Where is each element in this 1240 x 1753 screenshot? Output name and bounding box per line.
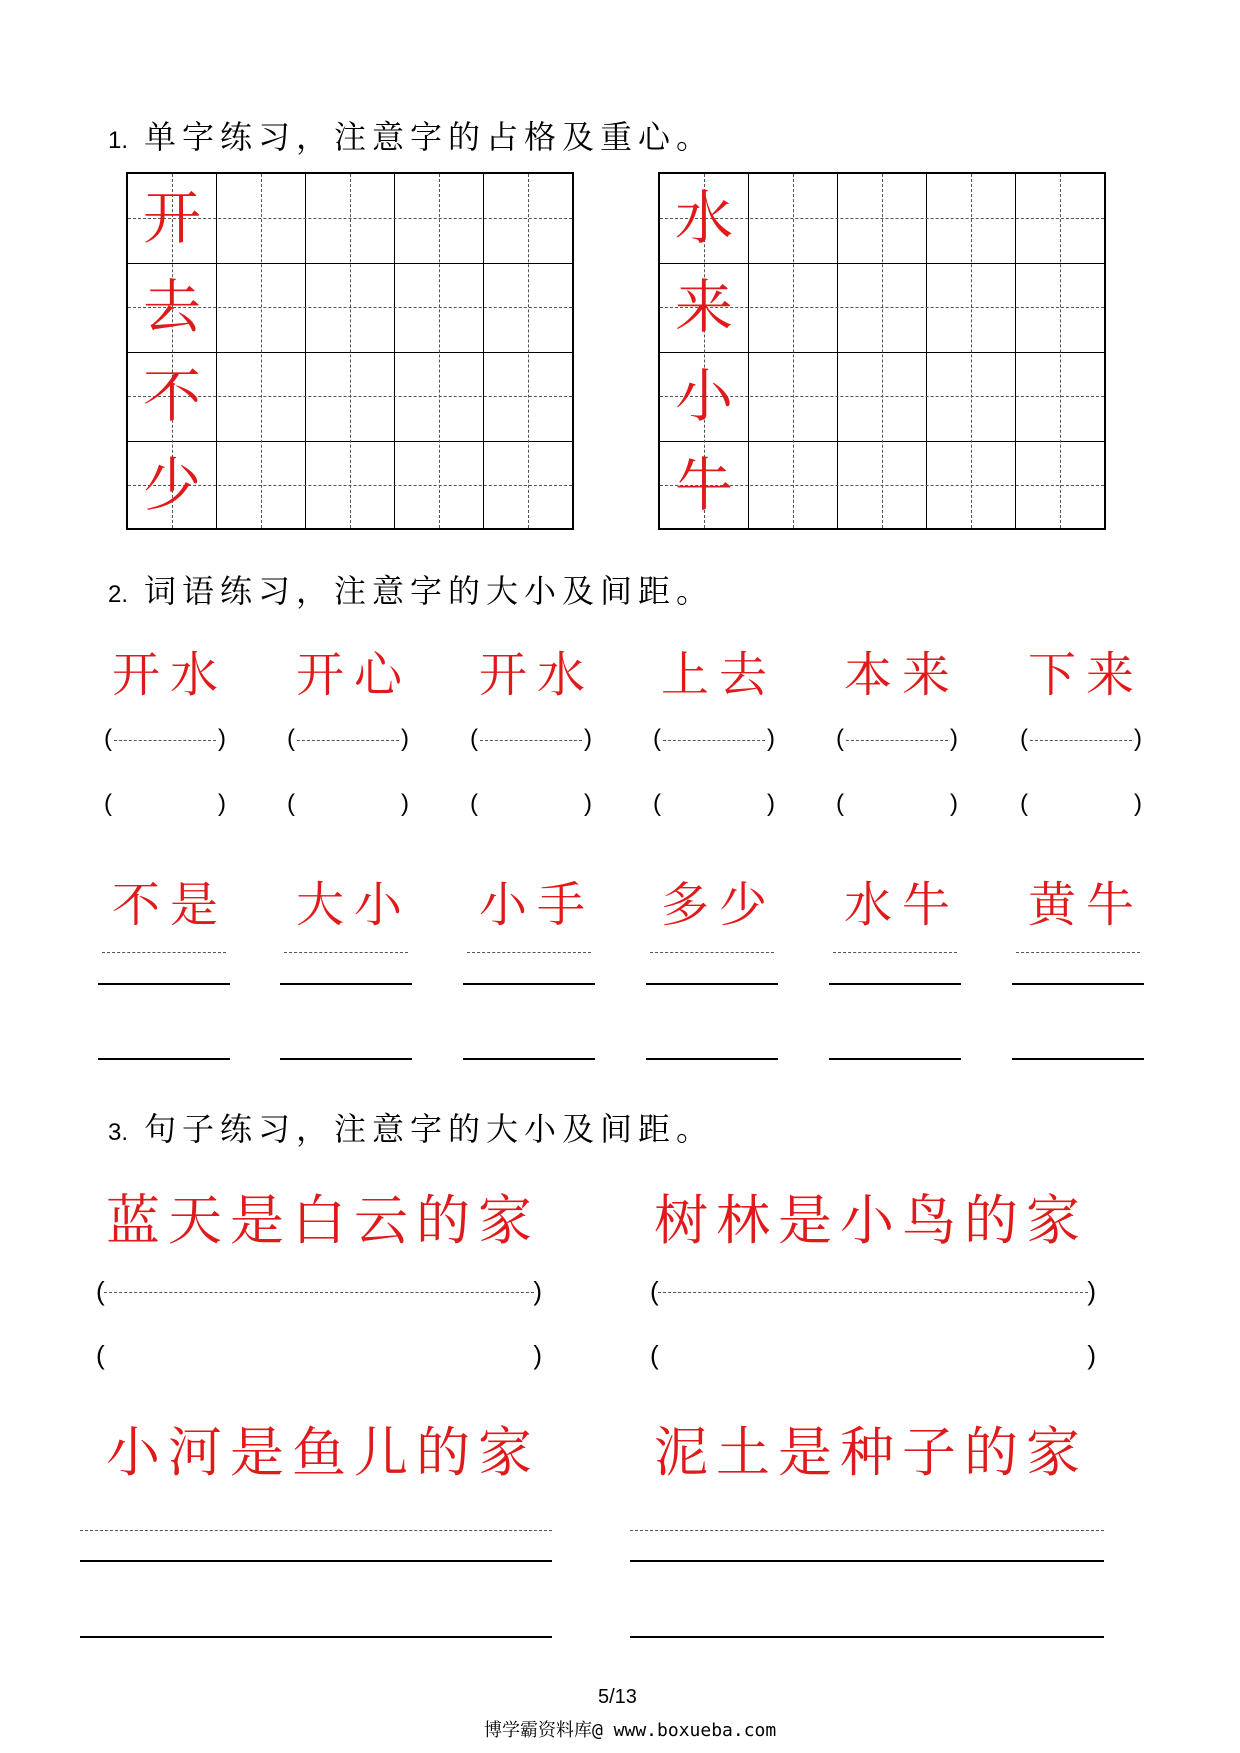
tianzige-grid-left — [126, 172, 574, 530]
word-writing-box[interactable]: ( ) — [470, 790, 592, 817]
model-char: 来 — [674, 273, 733, 341]
writing-line[interactable] — [463, 1058, 595, 1060]
pinyin-writing-box[interactable]: ( ) — [287, 725, 409, 752]
sentence-writing-box[interactable]: ( ) — [96, 1340, 542, 1370]
model-char: 不 — [142, 362, 201, 430]
writing-guide-dashed — [80, 1530, 552, 1531]
section2-heading — [108, 566, 714, 612]
model-word: 开水 — [479, 647, 596, 703]
section3-heading — [108, 1104, 714, 1150]
writing-line[interactable] — [98, 983, 230, 985]
writing-line[interactable] — [80, 1560, 552, 1562]
model-word: 不是 — [112, 877, 229, 933]
section1-number: 1. — [108, 127, 129, 154]
model-word: 黄牛 — [1028, 877, 1145, 933]
page-number: 5/13 — [598, 1686, 637, 1708]
model-word: 多少 — [661, 877, 778, 933]
writing-line[interactable] — [1012, 1058, 1144, 1060]
writing-guide-dashed — [650, 952, 774, 953]
writing-line[interactable] — [829, 1058, 961, 1060]
source-footer: 博学霸资料库@ www.boxueba.com — [484, 1720, 777, 1741]
pinyin-writing-box[interactable]: ( ) — [96, 1276, 542, 1306]
writing-line[interactable] — [280, 983, 412, 985]
model-word: 上去 — [661, 647, 778, 703]
writing-guide-dashed — [833, 952, 957, 953]
writing-guide-dashed — [1016, 952, 1140, 953]
model-char: 牛 — [674, 451, 733, 519]
model-word: 大小 — [296, 877, 413, 933]
word-writing-box[interactable]: ( ) — [104, 790, 226, 817]
model-char: 开 — [142, 184, 201, 252]
section2-title: 词语练习，注意字的大小及间距。 — [144, 572, 715, 610]
model-word: 水牛 — [844, 877, 961, 933]
section1-title: 单字练习，注意字的占格及重心。 — [144, 118, 715, 156]
tianzige-grid-right — [658, 172, 1106, 530]
section2-number: 2. — [108, 581, 129, 608]
model-char: 少 — [142, 451, 201, 519]
section3-number: 3. — [108, 1119, 129, 1146]
model-word: 开水 — [112, 647, 229, 703]
writing-line[interactable] — [630, 1560, 1104, 1562]
word-writing-box[interactable]: ( ) — [836, 790, 958, 817]
pinyin-writing-box[interactable]: ( ) — [650, 1276, 1096, 1306]
model-word: 开心 — [296, 647, 413, 703]
pinyin-writing-box[interactable]: ( ) — [104, 725, 226, 752]
writing-guide-dashed — [102, 952, 226, 953]
sentence-writing-box[interactable]: ( ) — [650, 1340, 1096, 1370]
model-sentence: 蓝天是白云的家 — [106, 1189, 540, 1252]
model-char: 水 — [674, 184, 733, 252]
section3-title: 句子练习，注意字的大小及间距。 — [144, 1110, 715, 1148]
model-char: 去 — [142, 273, 201, 341]
writing-line[interactable] — [80, 1636, 552, 1638]
writing-guide-dashed — [630, 1530, 1104, 1531]
writing-line[interactable] — [646, 983, 778, 985]
section1-heading — [108, 112, 714, 158]
model-char: 小 — [674, 362, 733, 430]
writing-line[interactable] — [630, 1636, 1104, 1638]
word-writing-box[interactable]: ( ) — [287, 790, 409, 817]
model-sentence: 泥土是种子的家 — [654, 1421, 1088, 1484]
pinyin-writing-box[interactable]: ( ) — [836, 725, 958, 752]
model-word: 本来 — [844, 647, 961, 703]
writing-line[interactable] — [463, 983, 595, 985]
pinyin-writing-box[interactable]: ( ) — [470, 725, 592, 752]
writing-guide-dashed — [284, 952, 408, 953]
writing-line[interactable] — [829, 983, 961, 985]
word-writing-box[interactable]: ( ) — [653, 790, 775, 817]
writing-guide-dashed — [467, 952, 591, 953]
model-word: 小手 — [479, 877, 596, 933]
model-word: 下来 — [1028, 647, 1145, 703]
word-writing-box[interactable]: ( ) — [1020, 790, 1142, 817]
pinyin-writing-box[interactable]: ( ) — [1020, 725, 1142, 752]
pinyin-writing-box[interactable]: ( ) — [653, 725, 775, 752]
model-sentence: 树林是小鸟的家 — [654, 1189, 1088, 1252]
model-sentence: 小河是鱼儿的家 — [106, 1421, 540, 1484]
writing-line[interactable] — [1012, 983, 1144, 985]
writing-line[interactable] — [98, 1058, 230, 1060]
writing-line[interactable] — [646, 1058, 778, 1060]
writing-line[interactable] — [280, 1058, 412, 1060]
